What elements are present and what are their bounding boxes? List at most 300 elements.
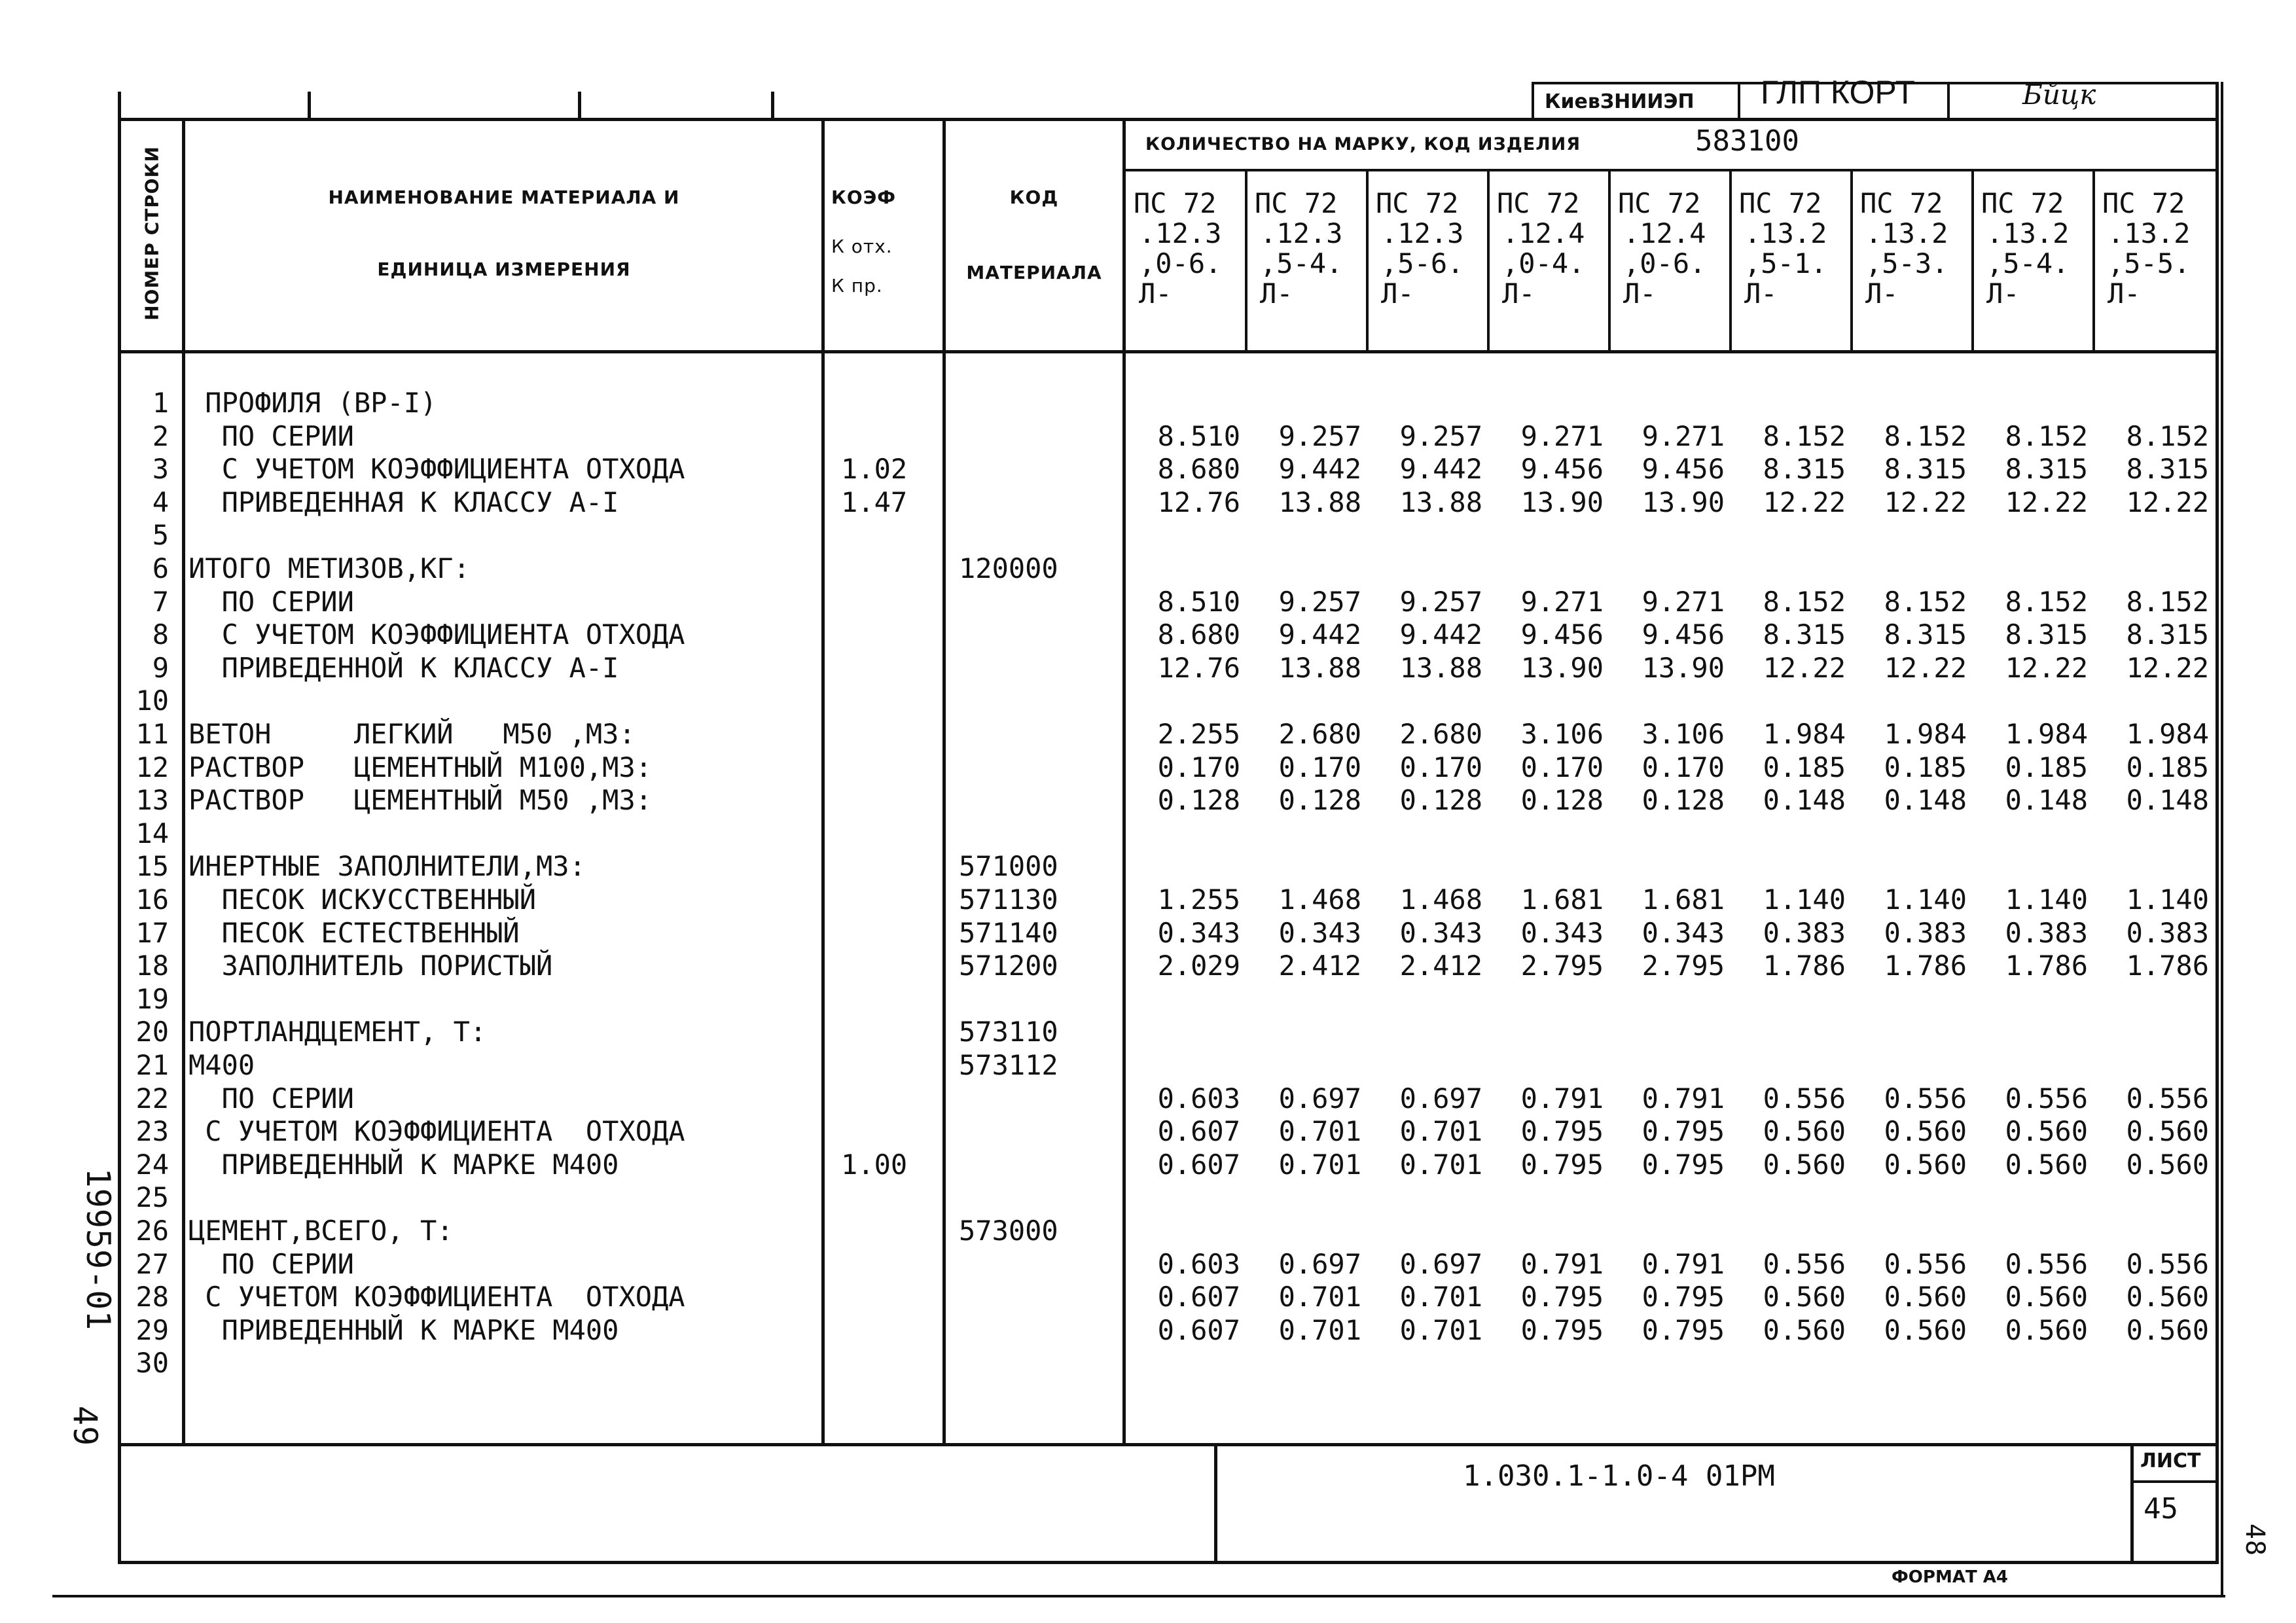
material-name-header-line1: НАИМЕНОВАНИЕ МАТЕРИАЛА И	[328, 187, 680, 208]
quantity-value: 0.607	[1157, 1313, 1240, 1346]
quantity-col-separator	[1245, 169, 1247, 352]
stamp-divider	[1532, 82, 1534, 121]
quantity-value: 1.786	[1763, 950, 1846, 982]
material-name: ПЕСОК ЕСТЕСТВЕННЫЙ	[188, 916, 520, 949]
quantity-value: 1.984	[1884, 718, 1967, 750]
quantity-value: 12.22	[1884, 651, 1967, 684]
column-header-line: .12.3	[1381, 217, 1464, 249]
quantity-value: 9.271	[1520, 585, 1604, 618]
row-number: 2	[152, 419, 169, 452]
row-number: 3	[152, 453, 169, 486]
row-number: 24	[135, 1148, 169, 1181]
row-number: 27	[135, 1247, 169, 1280]
quantity-value: 0.185	[2126, 751, 2209, 783]
frame-top-line	[118, 118, 2219, 121]
quantity-value: 8.315	[2005, 618, 2088, 651]
quantity-col-separator	[1850, 169, 1853, 352]
material-code: 573000	[959, 1215, 1058, 1247]
material-name: С УЧЕТОМ КОЭФФИЦИЕНТА ОТХОДА	[188, 453, 685, 486]
quantity-value: 9.257	[1399, 585, 1482, 618]
quantity-value: 0.791	[1520, 1082, 1604, 1115]
quantity-value: 0.560	[2126, 1148, 2209, 1181]
quantity-value: 0.603	[1157, 1082, 1240, 1115]
quantity-value: 0.795	[1520, 1115, 1604, 1148]
quantity-value: 9.257	[1278, 585, 1361, 618]
column-header-line: ПС 72	[1860, 187, 1943, 219]
quantity-value: 0.560	[1884, 1313, 1967, 1346]
quantity-value: 3.106	[1641, 718, 1725, 750]
row-number: 26	[135, 1215, 169, 1247]
quantity-value: 0.701	[1278, 1115, 1361, 1148]
row-number: 7	[152, 585, 169, 618]
material-code: 571000	[959, 850, 1058, 883]
material-name: М400	[188, 1049, 255, 1081]
material-name: ИТОГО МЕТИЗОВ,КГ:	[188, 552, 470, 584]
quantity-value: 0.170	[1641, 751, 1725, 783]
quantity-value: 0.697	[1278, 1247, 1361, 1280]
frame-left-line	[118, 92, 121, 1564]
quantity-value: 1.140	[1884, 883, 1967, 916]
quantity-value: 0.697	[1399, 1082, 1482, 1115]
quantity-value: 2.412	[1399, 950, 1482, 982]
material-name: ПО СЕРИИ	[188, 419, 354, 452]
material-name: ВЕТОН ЛЕГКИЙ М50 ,М3:	[188, 718, 636, 750]
quantity-value: 1.468	[1399, 883, 1482, 916]
row-number: 5	[152, 519, 169, 552]
quantity-value: 0.128	[1520, 784, 1604, 817]
material-name: ПО СЕРИИ	[188, 1247, 354, 1280]
row-number: 22	[135, 1082, 169, 1115]
sheet-box-left	[2130, 1443, 2134, 1561]
quantity-value: 9.257	[1399, 419, 1482, 452]
quantity-value: 0.560	[1763, 1281, 1846, 1313]
coef-header-line3: К пр.	[831, 275, 883, 296]
material-code: 120000	[959, 552, 1058, 584]
quantity-value: 13.90	[1641, 486, 1725, 518]
quantity-value: 13.88	[1278, 651, 1361, 684]
side-number: 49	[66, 1405, 104, 1447]
top-tick	[578, 92, 581, 121]
column-header-line: Л-	[1986, 277, 2020, 310]
col-line-name	[821, 118, 825, 1443]
quantity-header-line	[1122, 169, 2219, 171]
quantity-value: 12.22	[2126, 486, 2209, 518]
quantity-value: 0.148	[2005, 784, 2088, 817]
quantity-value: 12.22	[1884, 486, 1967, 518]
material-name-header-line2: ЕДИНИЦА ИЗМЕРЕНИЯ	[377, 259, 631, 280]
material-code: 573110	[959, 1016, 1058, 1048]
quantity-value: 0.560	[1763, 1115, 1846, 1148]
material-code: 571140	[959, 916, 1058, 949]
quantity-value: 0.795	[1520, 1281, 1604, 1313]
quantity-value: 9.271	[1520, 419, 1604, 452]
column-header-line: Л-	[1744, 277, 1778, 310]
material-name: ПРИВЕДЕННАЯ К КЛАССУ А-I	[188, 486, 619, 518]
material-name: ПРИВЕДЕННЫЙ К МАРКЕ М400	[188, 1313, 619, 1346]
quantity-value: 0.607	[1157, 1115, 1240, 1148]
material-name: ИНЕРТНЫЕ ЗАПОЛНИТЕЛИ,М3:	[188, 850, 586, 883]
quantity-value: 0.791	[1641, 1082, 1725, 1115]
quantity-col-separator	[2092, 169, 2095, 352]
column-header-line: ,5-1.	[1744, 247, 1827, 279]
column-header-line: Л-	[2108, 277, 2141, 310]
quantity-value: 0.603	[1157, 1247, 1240, 1280]
quantity-value: 8.680	[1157, 618, 1240, 651]
quantity-value: 2.412	[1278, 950, 1361, 982]
frame-right-line	[2215, 82, 2219, 1564]
row-number: 13	[135, 784, 169, 817]
row-number: 19	[135, 982, 169, 1015]
quantity-value: 0.795	[1641, 1148, 1725, 1181]
quantity-value: 8.152	[2005, 419, 2088, 452]
column-header-line: ,0-6.	[1623, 247, 1706, 279]
row-number: 1	[152, 387, 169, 419]
stamp-signature: Бйцк	[2022, 79, 2096, 111]
quantity-value: 0.556	[1763, 1082, 1846, 1115]
row-number: 28	[135, 1281, 169, 1313]
column-header-line: ,0-4.	[1502, 247, 1585, 279]
quantity-value: 1.984	[1763, 718, 1846, 750]
material-name: ПРИВЕДЕННЫЙ К МАРКЕ М400	[188, 1148, 619, 1181]
quantity-value: 0.795	[1520, 1148, 1604, 1181]
quantity-value: 0.701	[1399, 1148, 1482, 1181]
quantity-value: 1.140	[2005, 883, 2088, 916]
quantity-value: 9.271	[1641, 419, 1725, 452]
quantity-value: 0.701	[1399, 1313, 1482, 1346]
page-bottom-rule	[52, 1595, 2225, 1597]
side-page-number: 48	[2240, 1523, 2270, 1557]
column-header-line: ,0-6.	[1139, 247, 1222, 279]
row-number: 10	[135, 685, 169, 717]
quantity-value: 9.456	[1520, 453, 1604, 486]
quantity-value: 8.315	[1884, 618, 1967, 651]
quantity-value: 0.556	[1763, 1247, 1846, 1280]
row-number: 8	[152, 618, 169, 651]
quantity-value: 0.560	[2005, 1115, 2088, 1148]
quantity-value: 9.456	[1641, 453, 1725, 486]
quantity-value: 3.106	[1520, 718, 1604, 750]
quantity-value: 13.88	[1278, 486, 1361, 518]
quantity-value: 8.152	[1763, 419, 1846, 452]
quantity-value: 0.701	[1278, 1281, 1361, 1313]
quantity-value: 0.607	[1157, 1281, 1240, 1313]
quantity-value: 1.786	[1884, 950, 1967, 982]
quantity-value: 0.560	[2005, 1313, 2088, 1346]
side-inventory-number: 19959-01	[79, 1168, 117, 1331]
quantity-value: 8.152	[1763, 585, 1846, 618]
column-header-line: .13.2	[1986, 217, 2070, 249]
quantity-value: 0.795	[1641, 1115, 1725, 1148]
row-number: 18	[135, 950, 169, 982]
coefficient: 1.00	[841, 1148, 908, 1181]
column-header-line: .12.3	[1139, 217, 1222, 249]
quantity-value: 0.383	[1884, 916, 1967, 949]
quantity-value: 8.152	[2126, 585, 2209, 618]
quantity-value: 0.560	[2005, 1281, 2088, 1313]
column-header-line: ПС 72	[1618, 187, 1701, 219]
stamp-divider	[1738, 82, 1740, 121]
column-header-line: ПС 72	[1981, 187, 2064, 219]
row-number-header: НОМЕР СТРОКИ	[141, 146, 163, 321]
quantity-value: 0.383	[2126, 916, 2209, 949]
code-header-line1: КОД	[1009, 187, 1059, 208]
row-number: 12	[135, 751, 169, 783]
quantity-value: 2.680	[1278, 718, 1361, 750]
quantity-value: 0.560	[1884, 1115, 1967, 1148]
column-header-line: ,5-4.	[1986, 247, 2070, 279]
quantity-value: 1.786	[2005, 950, 2088, 982]
quantity-value: 8.315	[2005, 453, 2088, 486]
column-header-line: ПС 72	[1497, 187, 1580, 219]
quantity-value: 0.170	[1278, 751, 1361, 783]
quantity-value: 9.442	[1278, 618, 1361, 651]
quantity-value: 13.90	[1641, 651, 1725, 684]
quantity-value: 8.152	[1884, 419, 1967, 452]
quantity-value: 0.128	[1278, 784, 1361, 817]
row-number: 16	[135, 883, 169, 916]
quantity-value: 0.185	[2005, 751, 2088, 783]
material-name: ПО СЕРИИ	[188, 585, 354, 618]
quantity-value: 8.510	[1157, 419, 1240, 452]
quantity-value: 0.383	[2005, 916, 2088, 949]
quantity-value: 12.22	[2005, 486, 2088, 518]
quantity-value: 8.152	[1884, 585, 1967, 618]
quantity-value: 12.22	[2005, 651, 2088, 684]
column-header-line: Л-	[1865, 277, 1899, 310]
quantity-value: 0.560	[2126, 1313, 2209, 1346]
sheet-number: 45	[2144, 1492, 2178, 1525]
coefficient: 1.02	[841, 453, 908, 486]
quantity-value: 0.185	[1884, 751, 1967, 783]
quantity-value: 0.343	[1641, 916, 1725, 949]
frame-bottom-line	[118, 1561, 2219, 1564]
footer-top-line	[118, 1443, 2219, 1446]
quantity-value: 0.560	[1763, 1313, 1846, 1346]
quantity-value: 9.442	[1278, 453, 1361, 486]
stamp-divider	[1947, 82, 1950, 121]
row-number: 4	[152, 486, 169, 518]
col-line-coef	[942, 118, 946, 1443]
stamp-project: ГЛП КОРТ	[1761, 74, 1916, 111]
quantity-value: 1.140	[2126, 883, 2209, 916]
quantity-value: 0.128	[1157, 784, 1240, 817]
row-number: 21	[135, 1049, 169, 1081]
quantity-col-separator	[1729, 169, 1732, 352]
quantity-value: 1.255	[1157, 883, 1240, 916]
quantity-value: 2.255	[1157, 718, 1240, 750]
row-number: 20	[135, 1016, 169, 1048]
row-number: 17	[135, 916, 169, 949]
quantity-value: 9.456	[1641, 618, 1725, 651]
column-header-line: .13.2	[1865, 217, 1948, 249]
material-code: 571130	[959, 883, 1058, 916]
quantity-value: 13.90	[1520, 651, 1604, 684]
column-header-line: .12.4	[1623, 217, 1706, 249]
sheet-box-mid	[2130, 1480, 2219, 1483]
coef-header-line1: КОЭФ	[831, 187, 897, 208]
row-number: 9	[152, 651, 169, 684]
quantity-value: 13.88	[1399, 651, 1482, 684]
column-header-line: ПС 72	[1739, 187, 1822, 219]
column-header-line: .13.2	[2108, 217, 2191, 249]
quantity-value: 0.560	[1763, 1148, 1846, 1181]
quantity-value: 0.148	[1884, 784, 1967, 817]
quantity-value: 0.560	[2126, 1281, 2209, 1313]
column-header-line: .12.3	[1260, 217, 1343, 249]
column-header-line: Л-	[1139, 277, 1172, 310]
quantity-value: 0.556	[1884, 1247, 1967, 1280]
quantity-value: 0.343	[1157, 916, 1240, 949]
quantity-value: 0.170	[1520, 751, 1604, 783]
quantity-value: 0.343	[1278, 916, 1361, 949]
material-name: ПОРТЛАНДЦЕМЕНТ, Т:	[188, 1016, 487, 1048]
material-name: С УЧЕТОМ КОЭФФИЦИЕНТА ОТХОДА	[188, 1115, 685, 1148]
coefficient: 1.47	[841, 486, 908, 518]
row-number: 11	[135, 718, 169, 750]
stamp-org: КиевЗНИИЭП	[1545, 90, 1695, 113]
quantity-value: 12.22	[1763, 486, 1846, 518]
quantity-value: 0.185	[1763, 751, 1846, 783]
quantity-value: 0.170	[1157, 751, 1240, 783]
product-code: 583100	[1695, 124, 1799, 158]
quantity-value: 2.795	[1520, 950, 1604, 982]
material-code: 571200	[959, 950, 1058, 982]
material-name: ПЕСОК ИСКУССТВЕННЫЙ	[188, 883, 537, 916]
column-header-line: ,5-5.	[2108, 247, 2191, 279]
column-header-line: ПС 72	[1134, 187, 1217, 219]
quantity-col-separator	[1608, 169, 1611, 352]
quantity-value: 12.76	[1157, 486, 1240, 518]
sheet-label: ЛИСТ	[2140, 1450, 2201, 1472]
quantity-value: 8.680	[1157, 453, 1240, 486]
quantity-value: 12.22	[2126, 651, 2209, 684]
material-name: ЗАПОЛНИТЕЛЬ ПОРИСТЫЙ	[188, 950, 553, 982]
row-number: 14	[135, 817, 169, 849]
column-header-line: ПС 72	[2102, 187, 2185, 219]
quantity-value: 12.76	[1157, 651, 1240, 684]
quantity-value: 0.791	[1641, 1247, 1725, 1280]
column-header-line: ,5-3.	[1865, 247, 1948, 279]
quantity-value: 0.560	[2005, 1148, 2088, 1181]
row-number: 30	[135, 1347, 169, 1380]
row-number: 29	[135, 1313, 169, 1346]
material-name: РАСТВОР ЦЕМЕНТНЫЙ М100,М3:	[188, 751, 653, 783]
quantity-value: 0.148	[1763, 784, 1846, 817]
column-header-line: ПС 72	[1255, 187, 1338, 219]
quantity-value: 0.343	[1520, 916, 1604, 949]
quantity-value: 0.148	[2126, 784, 2209, 817]
col-line-rownum	[182, 118, 185, 1443]
quantity-value: 9.442	[1399, 618, 1482, 651]
quantity-value: 0.560	[2126, 1115, 2209, 1148]
coef-header-line2: К отх.	[831, 236, 893, 257]
material-name: ПРОФИЛЯ (ВР-I)	[188, 387, 437, 419]
column-header-line: ПС 72	[1376, 187, 1459, 219]
format-label: ФОРМАТ А4	[1892, 1567, 2008, 1587]
quantity-value: 0.556	[1884, 1082, 1967, 1115]
quantity-value: 0.795	[1641, 1281, 1725, 1313]
quantity-value: 0.128	[1641, 784, 1725, 817]
quantity-value: 1.681	[1520, 883, 1604, 916]
quantity-value: 2.029	[1157, 950, 1240, 982]
quantity-value: 0.170	[1399, 751, 1482, 783]
quantity-value: 12.22	[1763, 651, 1846, 684]
quantity-value: 2.795	[1641, 950, 1725, 982]
material-name: ПО СЕРИИ	[188, 1082, 354, 1115]
quantity-value: 0.697	[1278, 1082, 1361, 1115]
quantity-value: 1.984	[2005, 718, 2088, 750]
column-header-line: ,5-6.	[1381, 247, 1464, 279]
quantity-value: 0.791	[1520, 1247, 1604, 1280]
quantity-col-separator	[1971, 169, 1974, 352]
quantity-value: 0.556	[2005, 1247, 2088, 1280]
quantity-value: 0.701	[1399, 1281, 1482, 1313]
material-name: РАСТВОР ЦЕМЕНТНЫЙ М50 ,М3:	[188, 784, 653, 817]
quantity-value: 0.343	[1399, 916, 1482, 949]
quantity-value: 0.556	[2126, 1082, 2209, 1115]
quantity-value: 9.271	[1641, 585, 1725, 618]
row-number: 25	[135, 1181, 169, 1214]
quantity-value: 0.607	[1157, 1148, 1240, 1181]
quantity-value: 1.681	[1641, 883, 1725, 916]
quantity-value: 0.701	[1278, 1148, 1361, 1181]
quantity-value: 0.560	[1884, 1281, 1967, 1313]
column-header-line: .12.4	[1502, 217, 1585, 249]
quantity-value: 8.315	[1763, 618, 1846, 651]
quantity-value: 8.152	[2126, 419, 2209, 452]
quantity-value: 2.680	[1399, 718, 1482, 750]
quantity-value: 0.560	[1884, 1148, 1967, 1181]
quantity-value: 0.128	[1399, 784, 1482, 817]
quantity-value: 8.510	[1157, 585, 1240, 618]
material-code: 573112	[959, 1049, 1058, 1081]
header-bottom-line	[118, 350, 2219, 353]
quantity-value: 0.795	[1520, 1313, 1604, 1346]
quantity-value: 0.697	[1399, 1247, 1482, 1280]
quantity-value: 0.701	[1399, 1115, 1482, 1148]
quantity-value: 1.786	[2126, 950, 2209, 982]
quantity-value: 1.468	[1278, 883, 1361, 916]
quantity-value: 13.88	[1399, 486, 1482, 518]
quantity-value: 8.315	[2126, 618, 2209, 651]
material-name: ПРИВЕДЕННОЙ К КЛАССУ А-I	[188, 651, 619, 684]
column-header-line: ,5-4.	[1260, 247, 1343, 279]
quantity-value: 9.257	[1278, 419, 1361, 452]
material-name: С УЧЕТОМ КОЭФФИЦИЕНТА ОТХОДА	[188, 618, 685, 651]
quantity-value: 8.315	[1884, 453, 1967, 486]
quantity-value: 1.140	[1763, 883, 1846, 916]
material-name: С УЧЕТОМ КОЭФФИЦИЕНТА ОТХОДА	[188, 1281, 685, 1313]
quantity-value: 0.383	[1763, 916, 1846, 949]
column-header-line: Л-	[1260, 277, 1293, 310]
column-header-line: Л-	[1502, 277, 1535, 310]
quantity-value: 0.701	[1278, 1313, 1361, 1346]
footer-divider	[1214, 1443, 1217, 1561]
quantity-col-separator	[1487, 169, 1490, 352]
top-tick	[771, 92, 774, 121]
quantity-value: 1.984	[2126, 718, 2209, 750]
code-header-line2: МАТЕРИАЛА	[966, 262, 1102, 283]
quantity-value: 0.556	[2005, 1082, 2088, 1115]
material-name: ЦЕМЕНТ,ВСЕГО, Т:	[188, 1215, 454, 1247]
quantity-value: 9.456	[1520, 618, 1604, 651]
quantity-header: КОЛИЧЕСТВО НА МАРКУ, КОД ИЗДЕЛИЯ	[1145, 134, 1581, 154]
quantity-value: 9.442	[1399, 453, 1482, 486]
row-number: 23	[135, 1115, 169, 1148]
quantity-value: 8.315	[1763, 453, 1846, 486]
row-number: 15	[135, 850, 169, 883]
column-header-line: .13.2	[1744, 217, 1827, 249]
